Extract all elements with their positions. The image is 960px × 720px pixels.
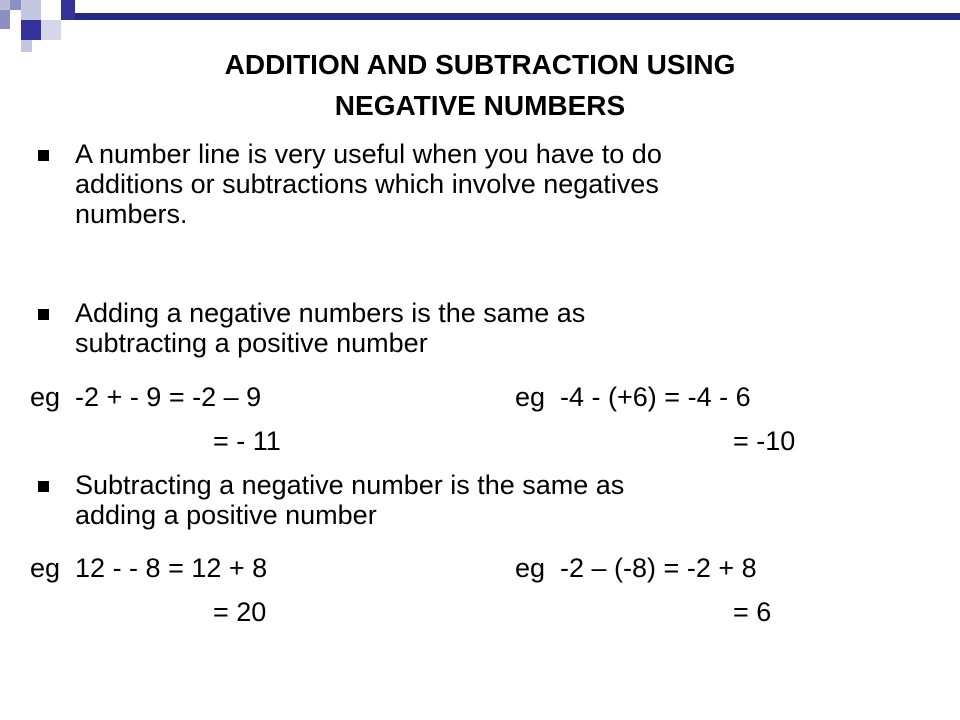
bullet-marker [38,481,49,492]
decor-square [41,0,61,20]
slide-title [0,44,960,126]
bullet-item [38,298,585,358]
bullet-line: A number line is very useful when you have to do [75,139,662,169]
decor-square [0,0,10,10]
bullet-line: adding a positive number [75,500,377,530]
example-2-left: eg 12 - - 8 = 12 + 8 [30,553,268,583]
bullet-text [75,298,585,358]
example-1-right: eg -4 - (+6) = -4 - 6 [515,382,751,412]
example-1-right-result: = -10 [733,426,796,456]
bullet-marker [38,150,49,161]
bullet-item [38,470,624,530]
example-2-left-result: = 20 [213,597,267,627]
bullet-text [75,139,662,229]
bullet-line: Subtracting a negative number is the same as [75,470,625,500]
bullet-item [38,139,662,229]
decor-square [41,20,61,40]
bullet-text [75,470,624,530]
example-2-right-result: = 6 [733,597,772,627]
header-band [75,13,960,20]
example-1-left: eg -2 + - 9 = -2 – 9 [30,382,262,412]
bullet-line: additions or subtractions which involve negatives [75,169,659,199]
bullet-line: numbers. [75,199,188,229]
bullet-marker [38,309,49,320]
decor-square [21,0,41,20]
title-line-1: ADDITION AND SUBTRACTION USING [224,49,736,80]
example-1-left-result: = - 11 [213,426,281,456]
title-line-2: NEGATIVE NUMBERS [334,90,626,121]
decor-square [21,20,41,40]
example-2-right: eg -2 – (-8) = -2 + 8 [515,553,757,583]
bullet-line: Adding a negative numbers is the same as [75,298,586,328]
decor-square [0,10,10,29]
decor-square [61,0,75,20]
bullet-line: subtracting a positive number [75,328,428,358]
decor-square [10,10,21,29]
decor-square [10,0,21,10]
